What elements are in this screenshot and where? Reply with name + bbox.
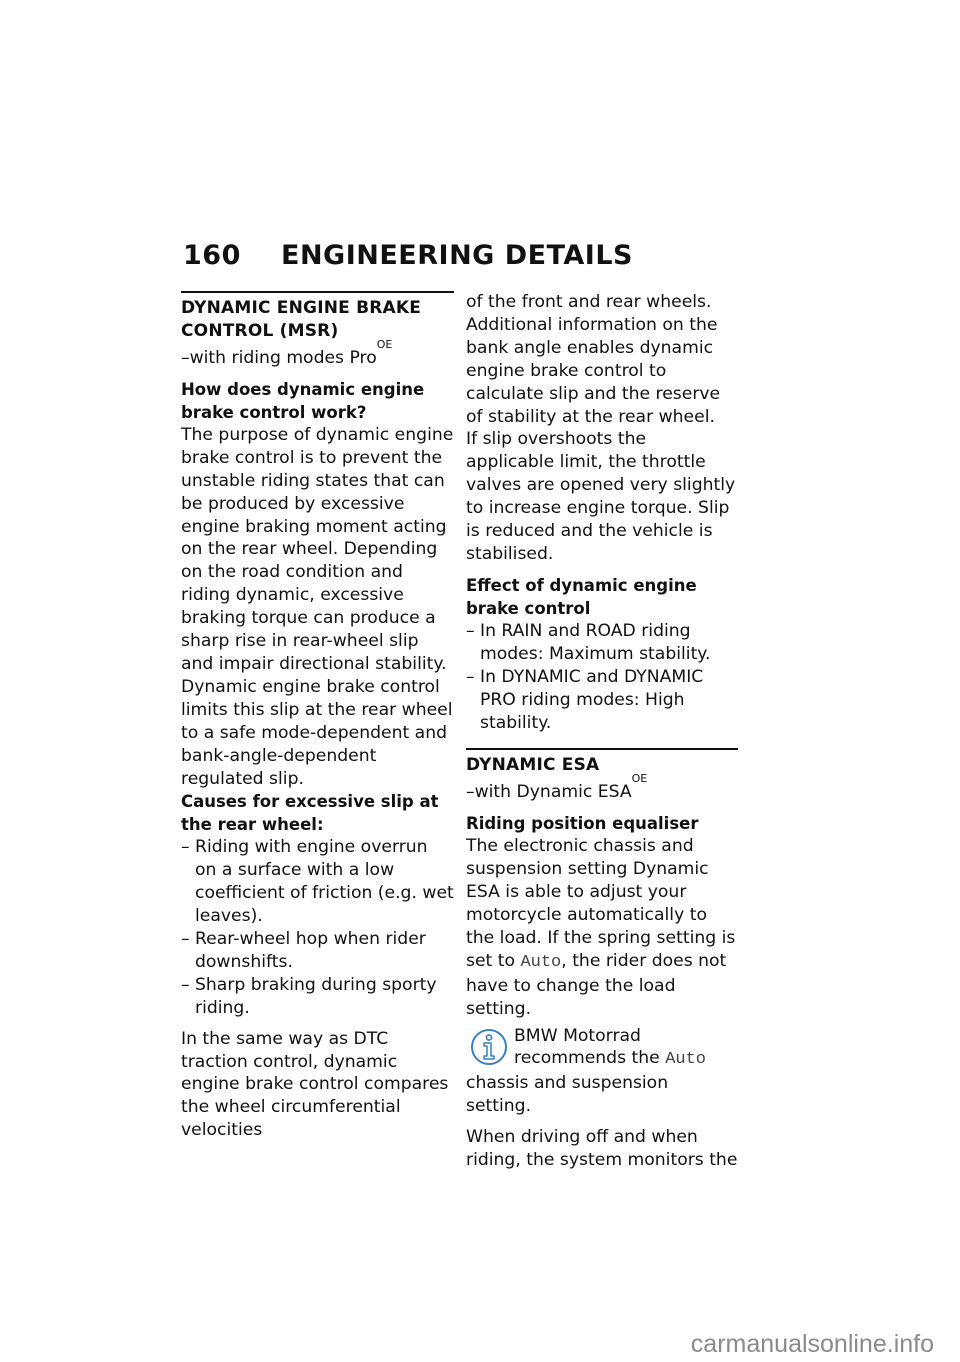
overshoot-text: If slip overshoots the applicable limit, the throttle valves are opened very slightly to increase engine torque. Slip is reduced and the vehicle is stabilised. <box>466 429 736 564</box>
effect-heading: Effect of dynamic engine brake control <box>466 575 697 618</box>
section-title-esa: DYNAMIC ESA <box>466 755 600 776</box>
info-note: BMW Motorrad recommends the Auto chassis and suspension setting. <box>466 1025 706 1117</box>
right-column <box>466 291 738 1172</box>
chapter-title: ENGINEERING DETAILS <box>281 240 633 271</box>
left-column <box>181 291 454 1142</box>
watermark: carmanualsonline.info <box>690 1330 934 1358</box>
section-divider <box>181 291 454 293</box>
equipment-note: –with riding modes Pro$^{OE}$ <box>181 338 393 368</box>
question-body: The purpose of dynamic engine brake control is to prevent the unstable riding states that can be produced by excessive engine braking moment acting on the rear wheel. Depending on the road condition and riding dynamic, excessive braking torque can produce a sharp rise in rear-wheel slip and impair directional stability. Dynamic engine brake control limits this slip at the rear wheel to a safe mode-dependent and bank-angle-dependent regulated slip. <box>181 424 454 789</box>
effects-list <box>466 620 738 735</box>
list-item: – In RAIN and ROAD riding modes: Maximum stability. <box>466 620 711 664</box>
equaliser-text: The electronic chassis and suspension setting Dynamic ESA is able to adjust your motorcycle automatically to the load. If the spring setting is set to Auto, the rider does not have to change the load setting. <box>466 836 736 1019</box>
list-item: – In DYNAMIC and DYNAMIC PRO riding modes: High stability. <box>466 666 704 733</box>
list-item: – Riding with engine overrun on a surface with a low coefficient of friction (e.g. wet leaves). <box>181 837 454 927</box>
page-header <box>183 240 633 271</box>
compare-text: In the same way as DTC traction control, dynamic engine brake control compares the wheel circumferential velocities <box>181 1028 449 1141</box>
driving-text: When driving off and when riding, the system monitors the <box>466 1127 738 1171</box>
esa-equipment-note: –with Dynamic $ESA^{OE}$ <box>466 772 648 803</box>
list-item: – Rear-wheel hop when rider downshifts. <box>181 929 426 972</box>
section-title-msr: DYNAMIC ENGINE BRAKE CONTROL (MSR) <box>181 298 422 341</box>
question-heading: How does dynamic engine brake control work? <box>181 379 425 422</box>
section-divider <box>466 748 738 750</box>
equaliser-heading: Riding position equaliser <box>466 814 699 834</box>
info-icon <box>470 1027 508 1067</box>
causes-heading: Causes for excessive slip at the rear wheel: <box>181 792 439 835</box>
list-item: – Sharp braking during sporty riding. <box>181 974 437 1018</box>
page-number: 160 <box>183 240 241 271</box>
continued-text: of the front and rear wheels. Additional information on the bank angle enables dynamic engine brake control to calculate slip and the reserve of stability at the rear wheel. <box>466 292 721 427</box>
causes-list <box>181 836 454 1019</box>
